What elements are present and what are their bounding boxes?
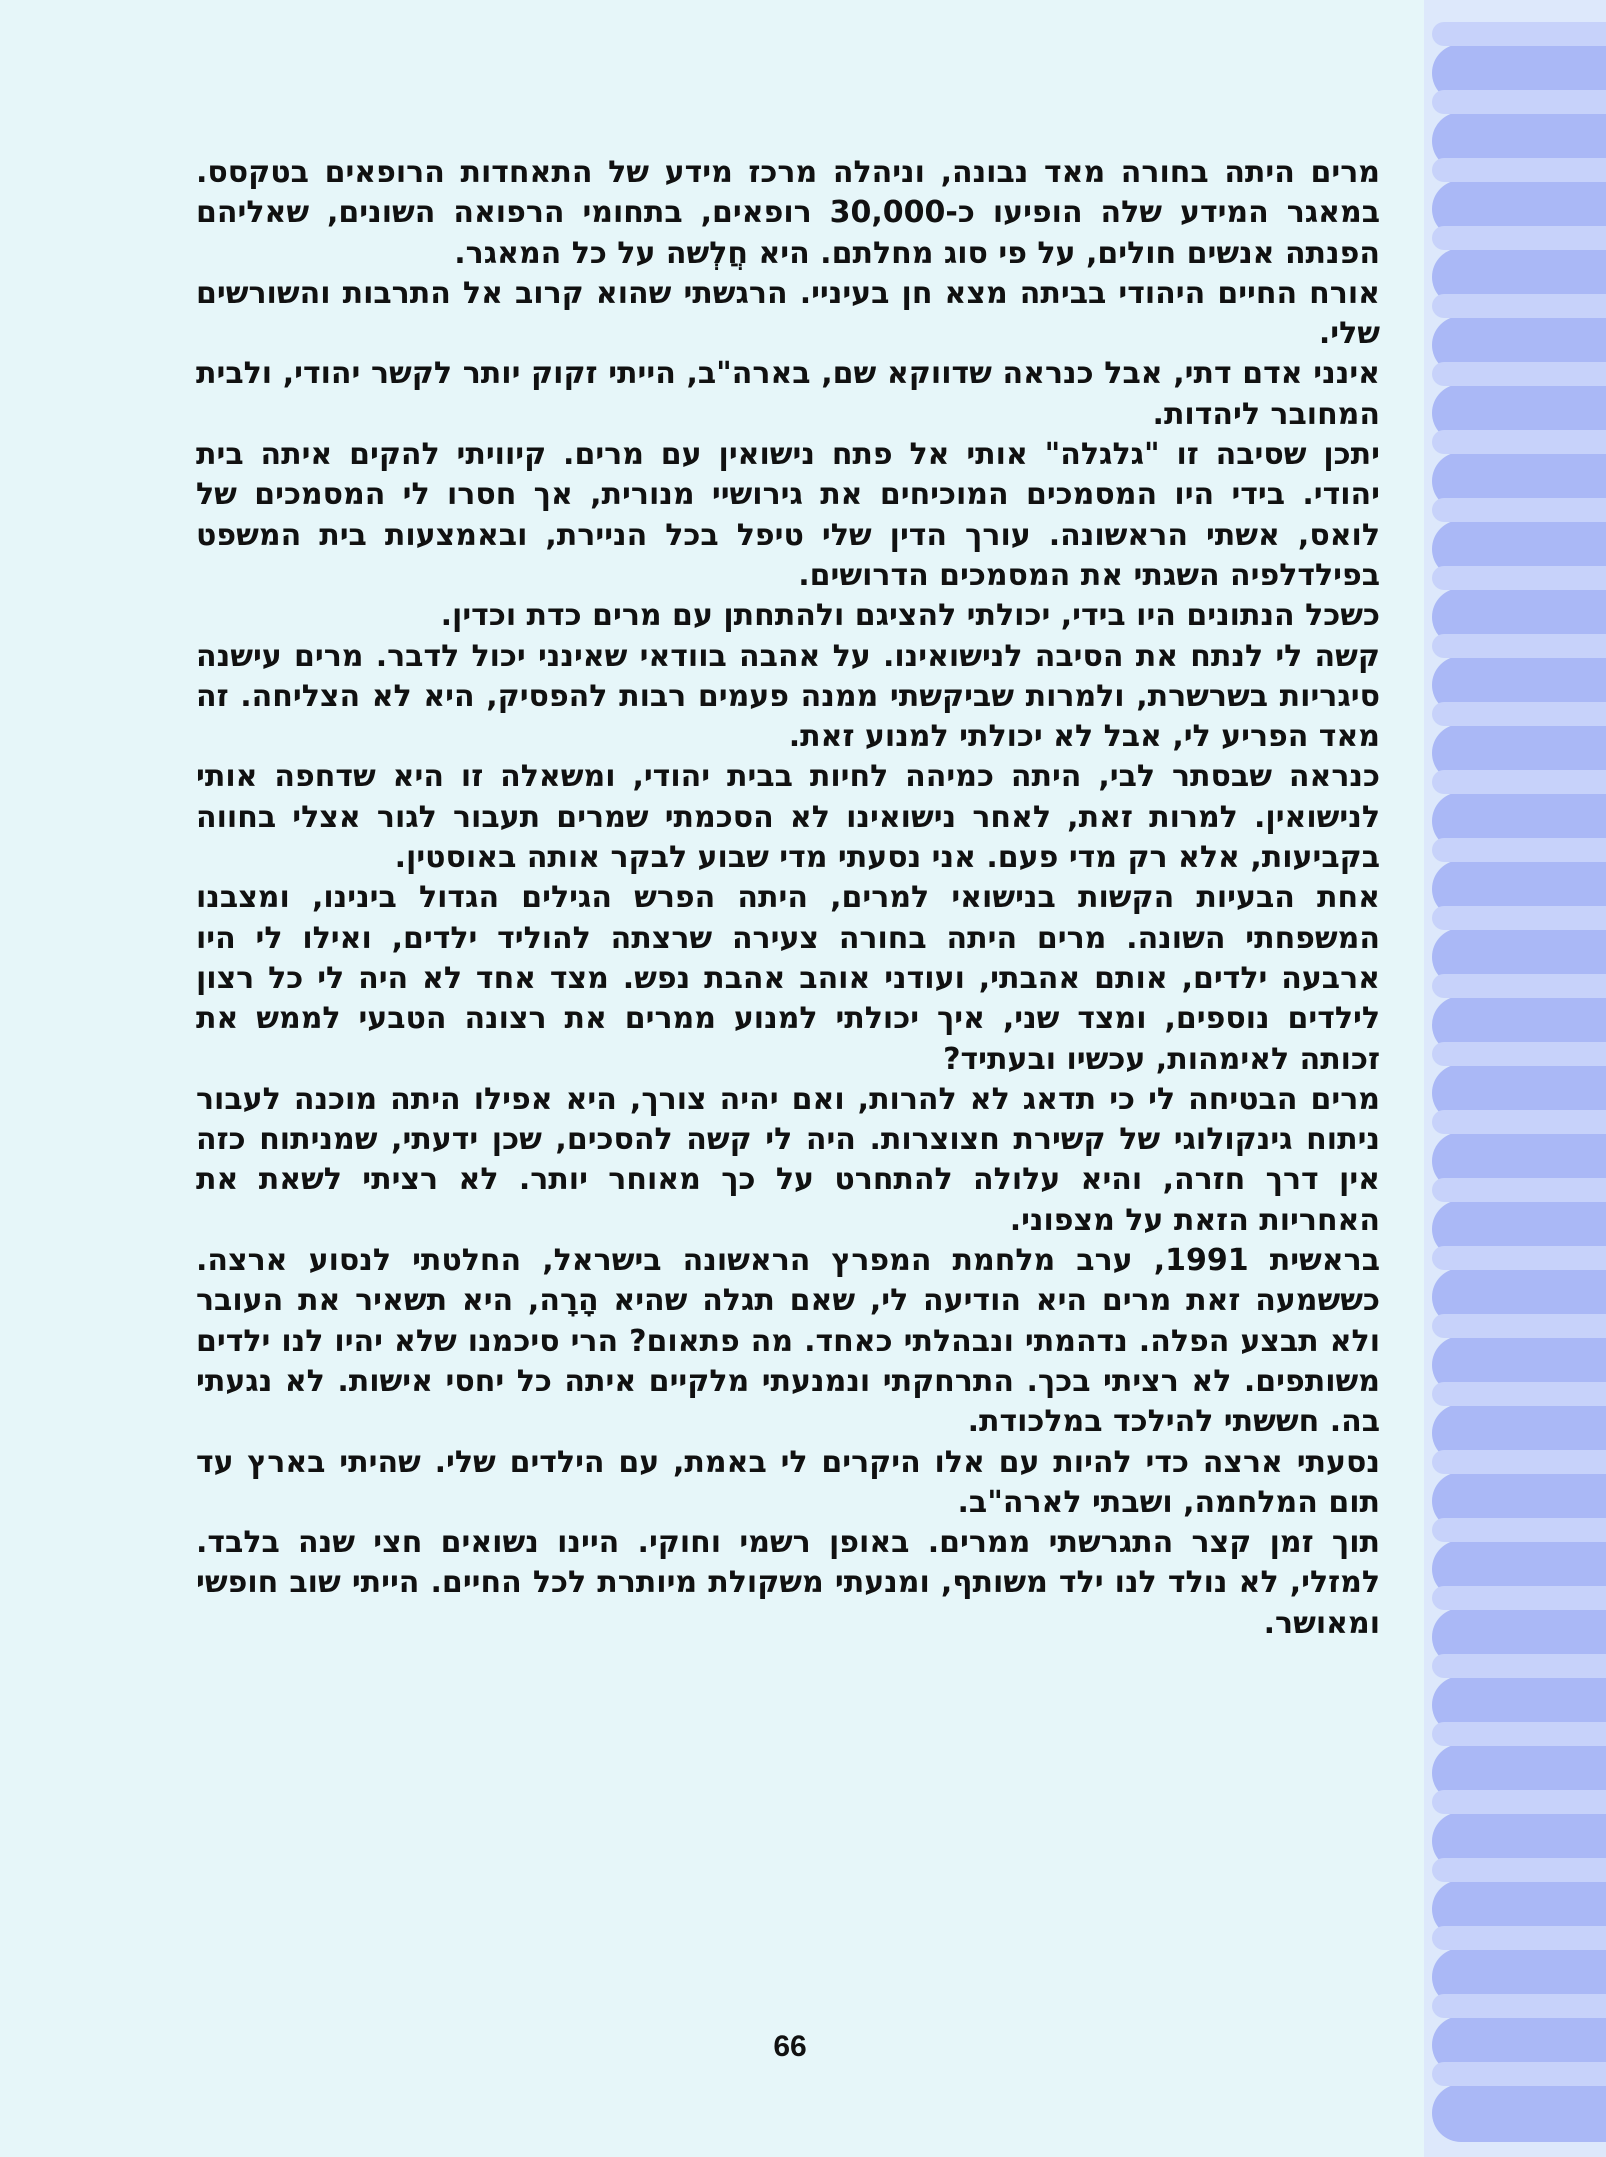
- paragraph: כשכל הנתונים היו בידי, יכולתי להציגם ולהתחתן עם מרים כדת וכדין.: [440, 598, 1380, 634]
- paragraph: בראשית 1991, ערב מלחמת המפרץ הראשונה בישראל, החלטתי לנסוע ארצה. כששמעה זאת מרים היא הודיעה לי, שאם תגלה שהיא הָרָה, היא תשאיר את העובר ולא תבצע הפלה. נדהמתי ונבהלתי כאחד. מה פתאום? הרי סיכמנו שלא יהיו לנו ילדים משותפים. לא רציתי בכך. התרחקתי ונמנעתי מלקיים איתה כל יחסי אישות. לא נגעתי בה. חששתי להילכד במלכודת.: [196, 1243, 1381, 1440]
- paragraph: כנראה שבסתר לבי, היתה כמיהה לחיות בבית יהודי, ומשאלה זו היא שדחפה אותי לנישואין. למרות זאת, לאחר נישואינו לא הסכמתי שמרים תעבור לגור אצלי בחווה בקביעות, אלא רק מדי פעם. אני נסעתי מדי שבוע לבקר אותה באוסטין.: [196, 759, 1380, 876]
- paragraph: נסעתי ארצה כדי להיות עם אלו היקרים לי באמת, עם הילדים שלי. שהיתי בארץ עד תום המלחמה, ושבתי לארה"ב.: [196, 1444, 1380, 1520]
- paragraph: תוך זמן קצר התגרשתי ממרים. באופן רשמי וחוקי. היינו נשואים חצי שנה בלבד. למזלי, לא נולד לנו ילד משותף, ומנעתי משקולת מיותרת לכל החיים. הייתי שוב חופשי ומאושר.: [196, 1525, 1380, 1641]
- paragraph: קשה לי לנתח את הסיבה לנישואינו. על אהבה בוודאי שאינני יכול לדבר. מרים עישנה סיגריות בשרשרת, ולמרות שביקשתי ממנה פעמים רבות להפסיק, היא לא הצליחה. זה מאד הפריע לי, אבל לא יכולתי למנוע זאת.: [196, 638, 1380, 755]
- body-text: [196, 153, 1380, 1644]
- decorative-binding-strip: [1424, 0, 1606, 2157]
- paragraph: אורח החיים היהודי בביתה מצא חן בעיניי. הרגשתי שהוא קרוב אל התרבות והשורשים שלי.: [196, 275, 1380, 352]
- page-number: 66: [773, 2030, 807, 2063]
- paragraph: מרים היתה בחורה מאד נבונה, וניהלה מרכז מידע של התאחדות הרופאים בטקסס. במאגר המידע שלה הופיעו כ-30,000 רופאים, בתחומי הרפואה השונים, שאליהם הפנתה אנשים חולים, על פי סוג מחלתם. היא חֲלְשה על כל המאגר.: [196, 155, 1381, 271]
- paragraph: אחת הבעיות הקשות בנישואי למרים, היתה הפרש הגילים הגדול בינינו, ומצבנו המשפחתי השונה. מרים היתה בחורה צעירה שרצתה להוליד ילדים, ואילו לי היו ארבעה ילדים, אותם אהבתי, ועודני אוהב אהבת נפש. מצד אחד לא היה לי כל רצון לילדים נוספים, ומצד שני, איך יכולתי למנוע ממרים את רצונה הטבעי לממש את זכותה לאימהות, עכשיו ובעתיד?: [196, 880, 1380, 1077]
- paragraph: יתכן שסיבה זו "גלגלה" אותי אל פתח נישואין עם מרים. קיוויתי להקים איתה בית יהודי. בידי היו המסמכים המוכיחים את גירושיי מנורית, אך חסרו לי המסמכים של לואס, אשתי הראשונה. עורך הדין שלי טיפל בכל הניירת, ובאמצעות בית המשפט בפילדלפיה השגתי את המסמכים הדרושים.: [196, 437, 1380, 593]
- paragraph: אינני אדם דתי, אבל כנראה שדווקא שם, בארה"ב, הייתי זקוק יותר לקשר יהודי, ולבית המחובר ליהדות.: [196, 356, 1380, 432]
- binding-tab: [1432, 2084, 1606, 2142]
- paragraph: מרים הבטיחה לי כי תדאג לא להרות, ואם יהיה צורך, היא אפילו היתה מוכנה לעבור ניתוח גינקולוגי של קשירת חצוצרות. היה לי קשה להסכים, שכן ידעתי, שמניתוח כזה אין דרך חזרה, והיא עלולה להתחרט על כך מאוחר יותר. לא רציתי לשאת את האחריות הזאת על מצפוני.: [196, 1081, 1380, 1238]
